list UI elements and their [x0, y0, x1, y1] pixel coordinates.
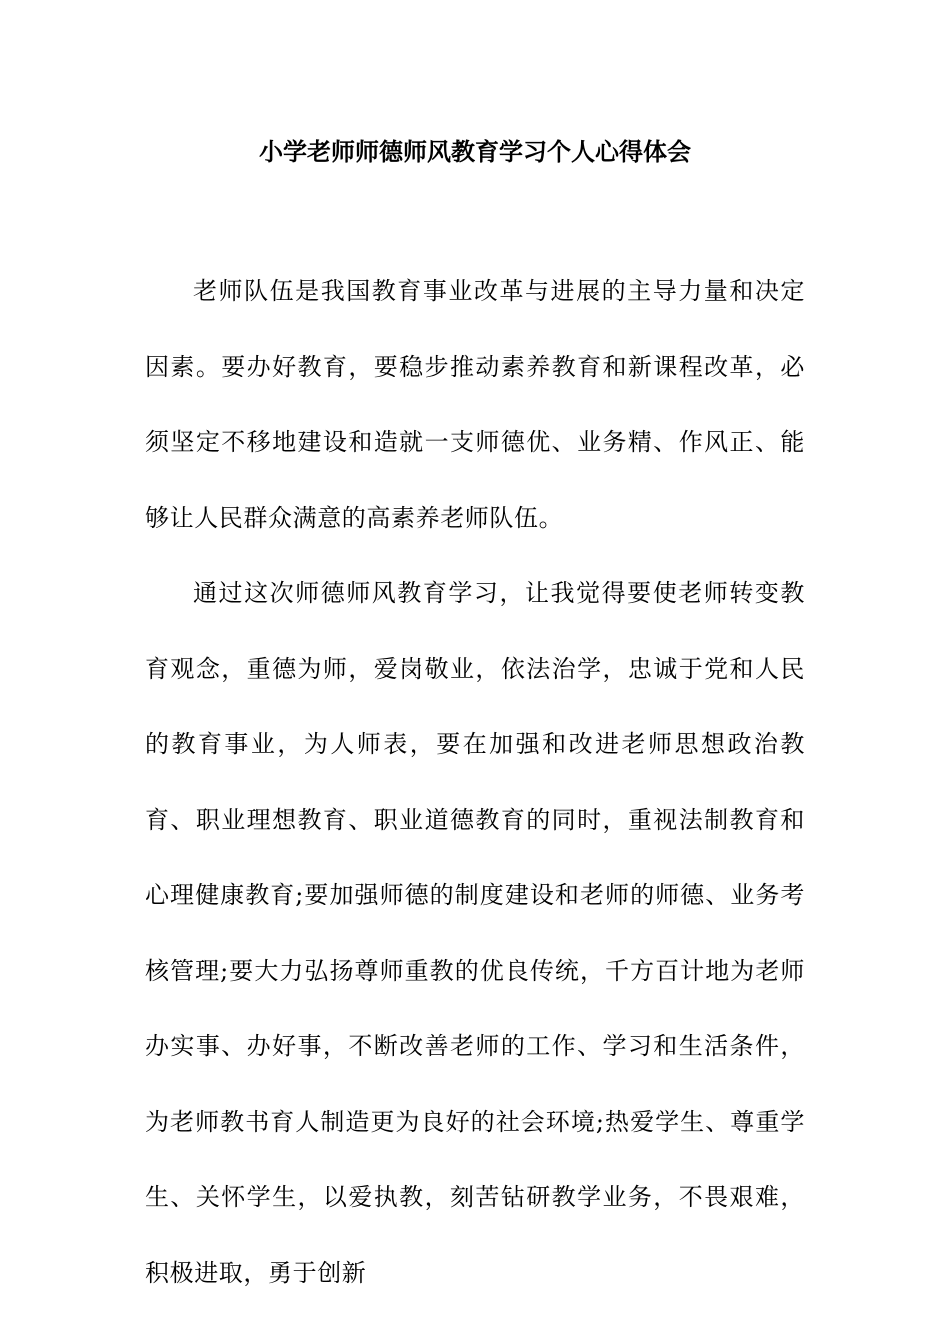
- paragraph-2: 通过这次师德师风教育学习，让我觉得要使老师转变教育观念，重德为师，爱岗敬业，依法治学，忠诚于党和人民的教育事业，为人师表，要在加强和改进老师思想政治教育、职业理想教育、职业道德教育的同时，重视法制教育和心理健康教育;要加强师德的制度建设和老师的师德、业务考核管理;要大力弘扬尊师重教的优良传统，千方百计地为老师办实事、办好事，不断改善老师的工作、学习和生活条件，为老师教书育人制造更为良好的社会环境;热爱学生、尊重学生、关怀学生，以爱执教，刻苦钻研教学业务，不畏艰难，积极进取，勇于创新: [145, 579, 805, 1287]
- paragraph-1: 老师队伍是我国教育事业改革与进展的主导力量和决定因素。要办好教育，要稳步推动素养教育和新课程改革，必须坚定不移地建设和造就一支师德优、业务精、作风正、能够让人民群众满意的高素养老师队伍。: [145, 277, 805, 532]
- document-body: [145, 254, 805, 1311]
- document-title: 小学老师师德师风教育学习个人心得体会: [259, 137, 691, 166]
